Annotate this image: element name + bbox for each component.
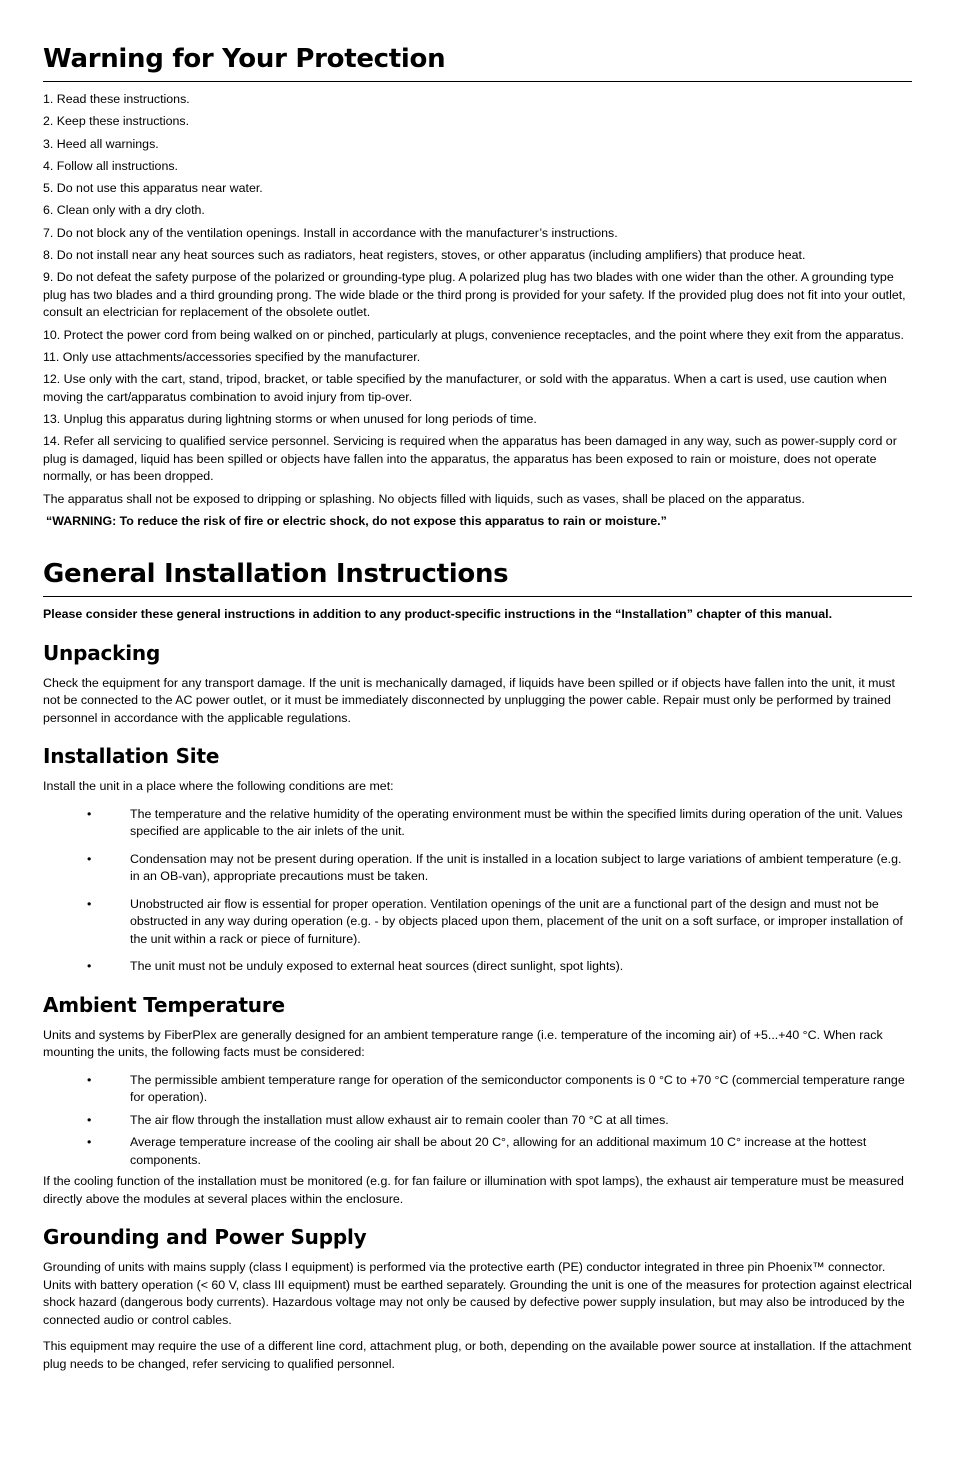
list-item (43, 1134, 912, 1169)
warning-item-6: 6. Clean only with a dry cloth. (43, 203, 205, 218)
list-item-text: The permissible ambient temperature range for operation of the semiconductor components is 0 °C to +70 °C (commercial temperature range for operation). (130, 1072, 905, 1105)
list-item-text: The air flow through the installation must allow exhaust air to remain cooler than 70 °C at all times. (130, 1112, 669, 1127)
list-item (43, 851, 912, 886)
grounding-heading: Grounding and Power Supply (43, 1225, 367, 1250)
bullet-icon: • (87, 806, 92, 821)
list-item (43, 806, 912, 841)
warning-item-5: 5. Do not use this apparatus near water. (43, 181, 263, 196)
bullet-icon: • (87, 851, 92, 866)
warning-item-7: 7. Do not block any of the ventilation openings. Install in accordance with the manufacturer’s instructions. (43, 225, 618, 240)
installation-site-intro: Install the unit in a place where the following conditions are met: (43, 779, 394, 794)
bullet-icon: • (87, 1135, 92, 1150)
list-item-text: Average temperature increase of the cooling air shall be about 20 C°, allowing for an additional maximum 10 C° increase at the hottest components. (130, 1135, 867, 1167)
shock-warning: “WARNING: To reduce the risk of fire or electric shock, do not expose this apparatus to rain or moisture.” (46, 513, 667, 528)
installation-site-heading: Installation Site (43, 744, 220, 769)
grounding-paragraph-2: This equipment may require the use of a different line cord, attachment plug, or both, depending on the available power source at installation. If the attachment plug needs to be changed, refer servicing to qualified personnel. (43, 1339, 912, 1371)
unpacking-text: Check the equipment for any transport damage. If the unit is mechanically damaged, if liquids have been spilled or if objects have fallen into the unit, it must not be connected to the AC power outlet, or it must be immediately disconnected by unplugging the power cable. Repair must only be performed by trained personnel in accordance with the applicable regulations. (43, 675, 895, 725)
warning-item-12: 12. Use only with the cart, stand, tripod, bracket, or table specified by the manufacturer, or sold with the apparatus. When a cart is used, use caution when moving the cart/apparatus combination to avoid injury from tip-over. (43, 372, 887, 404)
warning-item-4: 4. Follow all instructions. (43, 158, 178, 173)
dripping-notice: The apparatus shall not be exposed to dripping or splashing. No objects filled with liquids, such as vases, shall be placed on the apparatus. (43, 491, 805, 506)
list-item-text: Condensation may not be present during operation. If the unit is installed in a location subject to large variations of ambient temperature (e.g. in an OB-van), appropriate precautions must be taken. (130, 851, 902, 884)
bullet-icon: • (87, 1112, 92, 1127)
warning-item-9: 9. Do not defeat the safety purpose of the polarized or grounding-type plug. A polarized plug has two blades with one wider than the other. A grounding type plug has two blades and a third grounding prong. The wide blade or the third prong is provided for your safety. If the provided plug does not fit into your outlet, consult an electrician for replacement of the obsolete outlet. (43, 270, 906, 320)
warning-item-8: 8. Do not install near any heat sources such as radiators, heat registers, stoves, or other apparatus (including amplifiers) that produce heat. (43, 248, 806, 263)
warning-item-1: 1. Read these instructions. (43, 92, 190, 106)
warning-item-2: 2. Keep these instructions. (43, 114, 190, 129)
list-item (43, 896, 912, 949)
bullet-icon: • (87, 959, 92, 974)
warning-item-11: 11. Only use attachments/accessories specified by the manufacturer. (43, 349, 421, 364)
ambient-temperature-intro: Units and systems by FiberPlex are generally designed for an ambient temperature range (i.e. temperature of the incoming air) of +5...+40 °C. When rack mounting the units, the following facts must be considered: (43, 1027, 883, 1060)
list-item (43, 1072, 912, 1107)
general-intro: Please consider these general instructions in addition to any product-specific instructions in the “Installation” chapter of this manual. (43, 607, 833, 622)
warning-heading: Warning for Your Protection (43, 40, 912, 82)
installation-site-list (43, 806, 912, 976)
list-item (43, 958, 912, 976)
list-item-text: The temperature and the relative humidity of the operating environment must be within the specified limits during operation of the unit. Values specified are applicable to the air inlets of the unit. (130, 806, 903, 839)
warning-item-10: 10. Protect the power cord from being walked on or pinched, particularly at plugs, convenience receptacles, and the point where they exit from the apparatus. (43, 327, 904, 342)
ambient-temperature-outro: If the cooling function of the installation must be monitored (e.g. for fan failure or illumination with spot lamps), the exhaust air temperature must be measured directly above the modules at several places within the enclosure. (43, 1174, 904, 1206)
warning-item-14: 14. Refer all servicing to qualified service personnel. Servicing is required when the apparatus has been damaged in any way, such as power-supply cord or plug is damaged, liquid has been spilled or objects have fallen into the apparatus, the apparatus has been exposed to rain or moisture, does not operate normally, or has been dropped. (43, 434, 897, 484)
list-item-text: The unit must not be unduly exposed to external heat sources (direct sunlight, spot lights). (130, 959, 624, 974)
unpacking-heading: Unpacking (43, 640, 161, 665)
ambient-temperature-list (43, 1072, 912, 1170)
warning-item-13: 13. Unplug this apparatus during lightning storms or when unused for long periods of time. (43, 412, 537, 427)
warning-item-3: 3. Heed all warnings. (43, 136, 159, 151)
bullet-icon: • (87, 1072, 92, 1087)
warning-list (43, 91, 912, 508)
list-item (43, 1112, 912, 1130)
grounding-paragraph-1: Grounding of units with mains supply (class I equipment) is performed via the protective earth (PE) conductor integrated in three pin Phoenix™ connector. Units with battery operation (< 60 V, class III equipment) must be earthed separately. Grounding the unit is one of the measures for protection against electrical shock hazard (dangerous body currents). Hazardous voltage may not only be caused by defective power supply insulation, but may also be introduced by the connected audio or control cables. (43, 1260, 912, 1327)
ambient-temperature-heading: Ambient Temperature (43, 992, 285, 1017)
bullet-icon: • (87, 896, 92, 911)
list-item-text: Unobstructed air flow is essential for proper operation. Ventilation openings of the unit are a functional part of the design and must not be obstructed in any way during operation (e.g. - by objects placed upon them, placement of the unit on a soft surface, or improper installation of the unit within a rack or piece of furniture). (130, 896, 903, 946)
general-heading: General Installation Instructions (43, 555, 912, 597)
